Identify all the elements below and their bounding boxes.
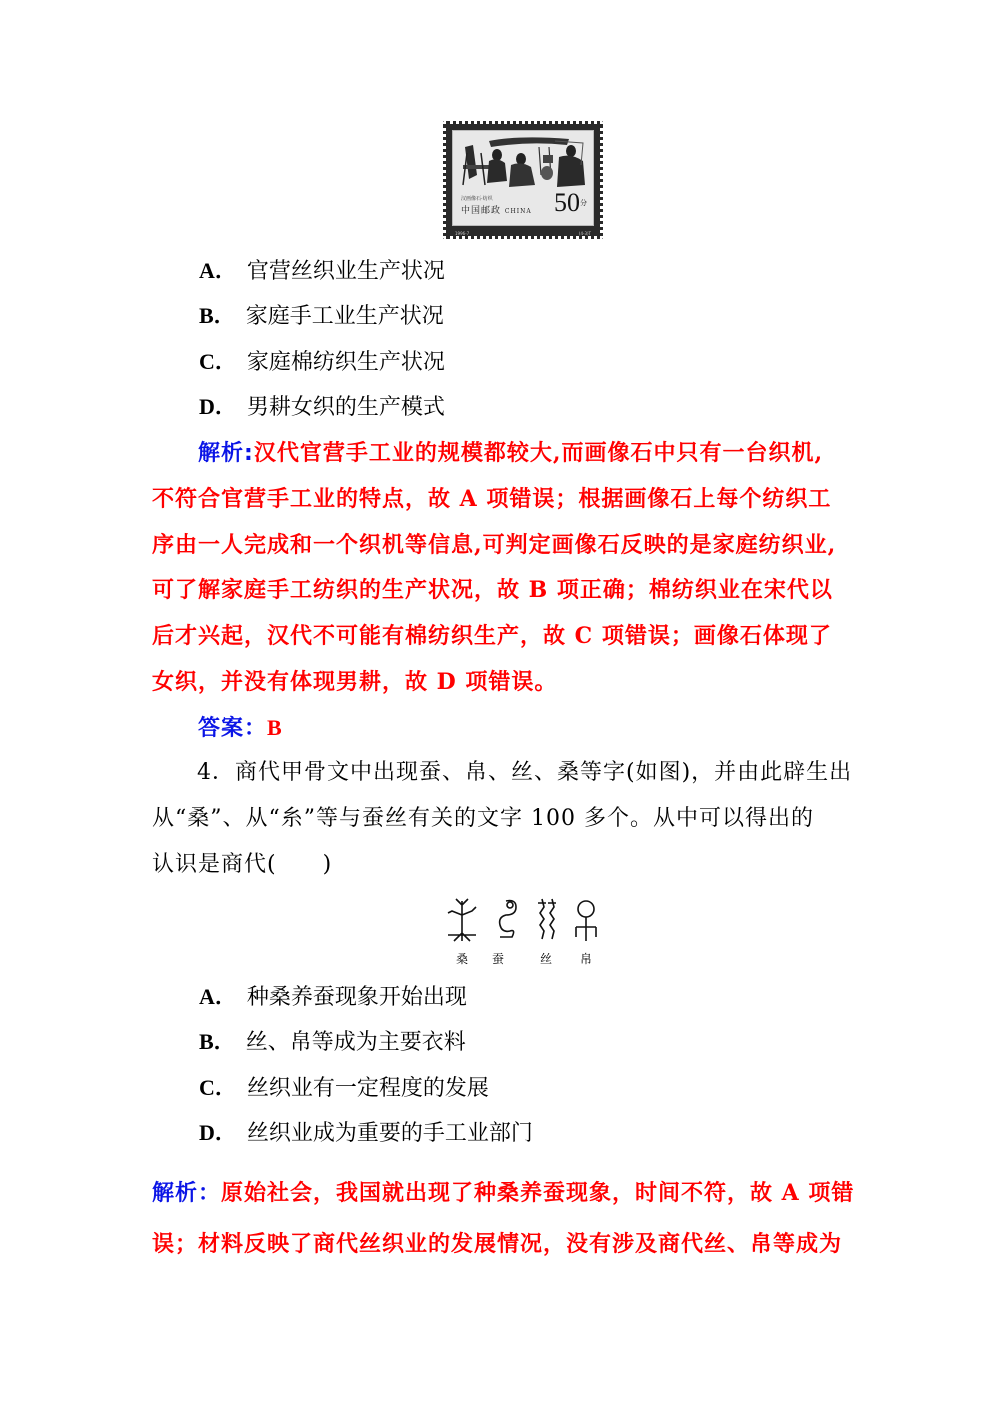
option-text: 丝织业有一定程度的发展 bbox=[246, 1076, 489, 1101]
analysis-label: 解析: bbox=[198, 441, 254, 466]
stamp-value-number: 50 bbox=[554, 188, 580, 217]
stamp-country-en: CHINA bbox=[504, 208, 532, 215]
q4-analysis-line-1 bbox=[152, 1178, 854, 1209]
q4-option-a bbox=[199, 982, 467, 1013]
option-letter: D． bbox=[199, 1120, 237, 1145]
q4-option-d bbox=[199, 1118, 533, 1149]
q4-stem-line-3: 认识是商代( ) bbox=[152, 852, 333, 877]
glyph-label-bo: 帛 bbox=[580, 952, 593, 966]
q4-option-c bbox=[199, 1073, 489, 1104]
q3-analysis-line-1 bbox=[198, 438, 823, 469]
stamp-value-unit: 分 bbox=[580, 199, 587, 207]
option-letter: A． bbox=[199, 258, 237, 283]
glyph-label-can: 蚕 bbox=[492, 952, 505, 966]
oracle-bone-figure bbox=[440, 895, 610, 970]
option-letter: C． bbox=[199, 1075, 237, 1100]
glyph-label-si: 丝 bbox=[540, 952, 553, 966]
option-letter: A． bbox=[199, 984, 237, 1009]
q4-option-b bbox=[199, 1027, 466, 1058]
option-text: 男耕女织的生产模式 bbox=[246, 395, 445, 420]
q3-analysis-line-5: 后才兴起，汉代不可能有棉纺织生产，故 C 项错误；画像石体现了 bbox=[152, 623, 832, 649]
stamp-value bbox=[554, 189, 587, 217]
q3-analysis-line-2: 不符合官营手工业的特点，故 A 项错误；根据画像石上每个纺织工 bbox=[152, 486, 832, 512]
option-text: 种桑养蚕现象开始出现 bbox=[246, 985, 467, 1010]
q4-analysis-line-2: 误；材料反映了商代丝织业的发展情况，没有涉及商代丝、帛等成为 bbox=[152, 1231, 843, 1257]
analysis-text: 汉代官营手工业的规模都较大,而画像石中只有一台织机, bbox=[253, 440, 824, 466]
q3-option-c bbox=[199, 347, 445, 378]
stamp-foot-right: (4-3)T bbox=[578, 231, 591, 236]
answer-value: B bbox=[267, 715, 283, 740]
option-letter: D． bbox=[199, 394, 237, 419]
weaving-scene-illustration bbox=[459, 135, 589, 191]
option-text: 官营丝织业生产状况 bbox=[246, 259, 445, 284]
option-text: 家庭手工业生产状况 bbox=[245, 304, 444, 329]
option-text: 家庭棉纺织生产状况 bbox=[246, 350, 445, 375]
answer-label: 答案： bbox=[198, 716, 268, 741]
option-text: 丝织业成为重要的手工业部门 bbox=[246, 1121, 533, 1146]
q4-stem-line-1: 4．商代甲骨文中出现蚕、帛、丝、桑等字(如图)，并由此辟生出 bbox=[197, 760, 853, 785]
q3-option-d bbox=[199, 392, 445, 423]
option-text: 丝、帛等成为主要衣料 bbox=[245, 1030, 466, 1055]
q3-analysis-line-4: 可了解家庭手工纺织的生产状况，故 B 项正确；棉纺织业在宋代以 bbox=[152, 577, 833, 603]
option-letter: C． bbox=[199, 349, 237, 374]
stamp-country-cn: 中国邮政 bbox=[461, 206, 502, 216]
stamp-country bbox=[461, 203, 532, 216]
option-letter: B． bbox=[199, 303, 236, 328]
stamp-caption: 汉画像石·纺织 bbox=[461, 196, 493, 202]
q3-analysis-line-6: 女织，并没有体现男耕，故 D 项错误。 bbox=[152, 669, 558, 695]
analysis-text: 原始社会，我国就出现了种桑养蚕现象，时间不符，故 A 项错 bbox=[221, 1180, 855, 1206]
q3-option-a bbox=[199, 256, 445, 287]
option-letter: B． bbox=[199, 1029, 236, 1054]
q3-analysis-line-3: 序由一人完成和一个织机等信息,可判定画像石反映的是家庭纺织业, bbox=[152, 532, 837, 558]
stamp-image bbox=[443, 121, 603, 239]
stamp-face bbox=[452, 130, 594, 226]
q4-stem-line-2: 从“桑”、从“糸”等与蚕丝有关的文字 100 多个。从中可以得出的 bbox=[152, 806, 814, 831]
glyph-label-sang: 桑 bbox=[456, 952, 469, 966]
q3-option-b bbox=[199, 301, 444, 332]
stamp-foot-left: 1996-7 bbox=[455, 231, 470, 236]
stamp-footer bbox=[455, 231, 591, 236]
oracle-bone-glyphs-icon bbox=[440, 895, 610, 945]
q3-answer bbox=[198, 713, 283, 744]
analysis-label: 解析： bbox=[152, 1181, 222, 1206]
